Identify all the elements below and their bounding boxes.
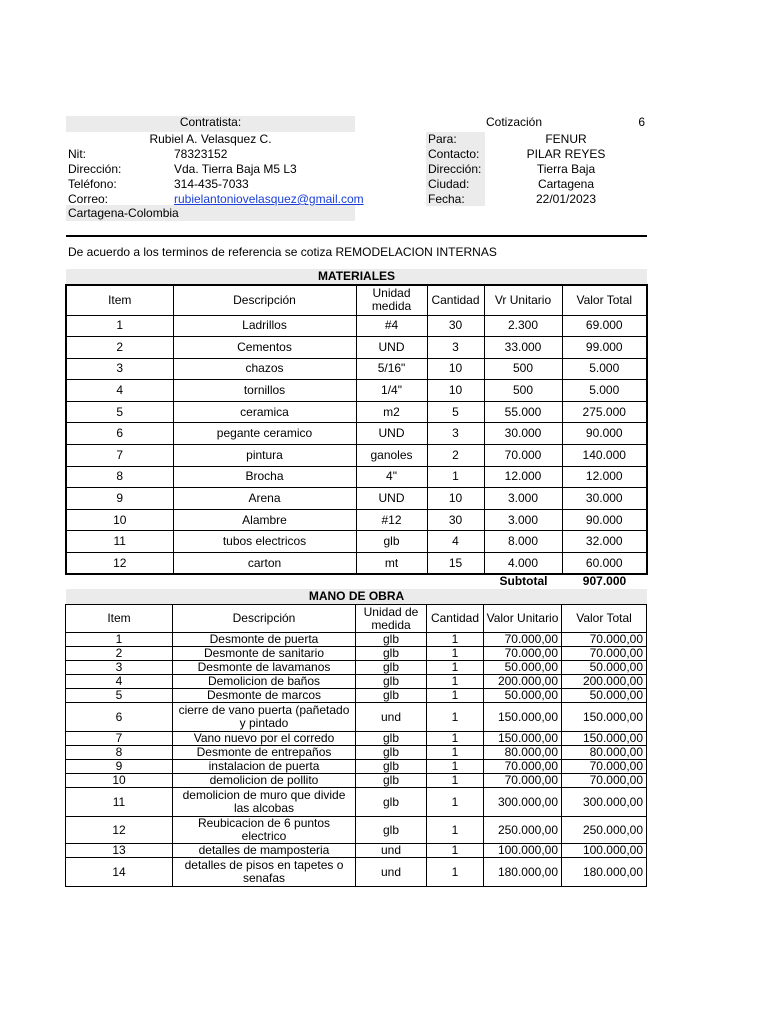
cell-descripcion: Desmonte de puerta — [173, 633, 356, 647]
cell-descripcion: detalles de pisos en tapetes o senafas — [173, 858, 356, 887]
cell-valor-total: 70.000,00 — [562, 633, 647, 647]
para-label: Para: — [428, 132, 457, 146]
contratista-name: Rubiel A. Velasquez C. — [149, 132, 272, 146]
mano-obra-row — [66, 675, 647, 689]
mano-obra-row — [66, 788, 647, 817]
cell-descripcion: Desmonte de marcos — [173, 689, 356, 703]
cell-unidad: #12 — [356, 509, 427, 531]
direccion-value: Vda. Tierra Baja M5 L3 — [174, 162, 297, 176]
cell-valor-total: 300.000,00 — [562, 788, 647, 817]
mano-obra-title: MANO DE OBRA — [66, 589, 647, 604]
cell-cantidad: 1 — [427, 760, 484, 774]
client-direccion-value: Tierra Baja — [536, 162, 596, 176]
cell-cantidad: 30 — [427, 315, 484, 337]
cell-valor-unitario: 30.000 — [484, 423, 562, 445]
materiales-row — [66, 531, 647, 553]
cell-valor-unitario: 80.000,00 — [484, 746, 562, 760]
cell-item: 12 — [66, 817, 173, 844]
cell-descripcion: carton — [173, 553, 356, 575]
divider-line — [66, 235, 647, 237]
cell-item: 8 — [66, 746, 173, 760]
cell-item: 12 — [66, 553, 173, 575]
cell-descripcion: instalacion de puerta — [173, 760, 356, 774]
materiales-row — [66, 315, 647, 337]
cell-valor-unitario: 150.000,00 — [484, 732, 562, 746]
mano-obra-row — [66, 817, 647, 844]
cell-descripcion: Brocha — [173, 466, 356, 488]
materiales-table — [65, 284, 648, 575]
cell-descripcion: Vano nuevo por el corredo — [173, 732, 356, 746]
header-descripcion: Descripción — [173, 285, 356, 315]
cell-valor-unitario: 70.000,00 — [484, 633, 562, 647]
mano-obra-row — [66, 647, 647, 661]
cell-unidad: glb — [356, 817, 427, 844]
header-cantidad: Cantidad — [427, 285, 484, 315]
cell-valor-total: 90.000 — [562, 509, 647, 531]
cell-valor-total: 32.000 — [562, 531, 647, 553]
nit-label: Nit: — [68, 147, 86, 161]
cell-item: 4 — [66, 380, 173, 402]
cell-cantidad: 1 — [427, 774, 484, 788]
cell-valor-total: 275.000 — [562, 401, 647, 423]
materiales-row — [66, 380, 647, 402]
materiales-row — [66, 358, 647, 380]
cell-cantidad: 2 — [427, 445, 484, 467]
header-row — [66, 605, 647, 633]
cell-unidad: glb — [356, 661, 427, 675]
subtotal-value: 907.000 — [582, 574, 627, 588]
cell-valor-total: 180.000,00 — [562, 858, 647, 887]
mano-obra-row — [66, 774, 647, 788]
cell-valor-unitario: 300.000,00 — [484, 788, 562, 817]
cell-item: 9 — [66, 488, 173, 510]
cell-item: 10 — [66, 774, 173, 788]
ciudad-label: Ciudad: — [428, 177, 470, 191]
cell-descripcion: pegante ceramico — [173, 423, 356, 445]
cell-valor-total: 100.000,00 — [562, 844, 647, 858]
mano-obra-row — [66, 689, 647, 703]
header-valor-unitario: Vr Unitario — [484, 285, 562, 315]
cell-valor-total: 80.000,00 — [562, 746, 647, 760]
correo-label: Correo: — [68, 192, 109, 206]
cell-descripcion: Demolicion de baños — [173, 675, 356, 689]
cell-item: 2 — [66, 337, 173, 359]
cell-descripcion: Arena — [173, 488, 356, 510]
cell-valor-unitario: 250.000,00 — [484, 817, 562, 844]
cell-valor-total: 140.000 — [562, 445, 647, 467]
direccion-label: Dirección: — [68, 162, 122, 176]
materiales-row — [66, 423, 647, 445]
mano-obra-row — [66, 760, 647, 774]
cell-unidad: glb — [356, 689, 427, 703]
cell-cantidad: 3 — [427, 423, 484, 445]
telefono-label: Teléfono: — [68, 177, 117, 191]
cell-unidad: #4 — [356, 315, 427, 337]
cell-valor-unitario: 12.000 — [484, 466, 562, 488]
cell-valor-total: 5.000 — [562, 358, 647, 380]
cell-item: 10 — [66, 509, 173, 531]
cell-unidad: glb — [356, 647, 427, 661]
cell-descripcion: tubos electricos — [173, 531, 356, 553]
cell-descripcion: Ladrillos — [173, 315, 356, 337]
cell-cantidad: 1 — [427, 466, 484, 488]
cell-item: 5 — [66, 689, 173, 703]
cell-unidad: 5/16" — [356, 358, 427, 380]
mano-obra-row — [66, 746, 647, 760]
intro-text: De acuerdo a los terminos de referencia se cotiza REMODELACION INTERNAS — [68, 245, 497, 259]
cell-valor-unitario: 180.000,00 — [484, 858, 562, 887]
header-valor-unitario: Valor Unitario — [484, 605, 562, 633]
cell-valor-total: 50.000,00 — [562, 661, 647, 675]
materiales-row — [66, 445, 647, 467]
materiales-title: MATERIALES — [66, 269, 647, 284]
cell-cantidad: 1 — [427, 647, 484, 661]
cell-cantidad: 1 — [427, 675, 484, 689]
cell-valor-unitario: 200.000,00 — [484, 675, 562, 689]
cell-cantidad: 1 — [427, 788, 484, 817]
cell-unidad: glb — [356, 633, 427, 647]
cell-item: 11 — [66, 788, 173, 817]
cotizacion-label: Cotización — [486, 115, 543, 129]
header-unidad: Unidad de medida — [356, 605, 427, 633]
cell-valor-unitario: 500 — [484, 380, 562, 402]
email-link[interactable]: rubielantoniovelasquez@gmail.com — [174, 192, 364, 206]
cell-cantidad: 30 — [427, 509, 484, 531]
cell-valor-total: 99.000 — [562, 337, 647, 359]
cell-cantidad: 1 — [427, 732, 484, 746]
cell-valor-unitario: 8.000 — [484, 531, 562, 553]
ciudad-line: Cartagena-Colombia — [68, 206, 179, 220]
materiales-row — [66, 466, 647, 488]
materiales-row — [66, 509, 647, 531]
cell-valor-unitario: 70.000 — [484, 445, 562, 467]
cell-valor-total: 90.000 — [562, 423, 647, 445]
cell-valor-unitario: 100.000,00 — [484, 844, 562, 858]
mano-obra-row — [66, 732, 647, 746]
cell-valor-unitario: 500 — [484, 358, 562, 380]
mano-obra-row — [66, 844, 647, 858]
cell-descripcion: Cementos — [173, 337, 356, 359]
cell-valor-unitario: 150.000,00 — [484, 703, 562, 732]
cell-item: 6 — [66, 703, 173, 732]
cell-valor-unitario: 4.000 — [484, 553, 562, 575]
cell-descripcion: demolicion de muro que divide las alcobas — [173, 788, 356, 817]
cell-descripcion: tornillos — [173, 380, 356, 402]
cell-cantidad: 4 — [427, 531, 484, 553]
cell-unidad: mt — [356, 553, 427, 575]
cell-descripcion: ceramica — [173, 401, 356, 423]
cell-valor-total: 70.000,00 — [562, 774, 647, 788]
cell-valor-unitario: 50.000,00 — [484, 689, 562, 703]
cell-unidad: UND — [356, 488, 427, 510]
cell-valor-total: 70.000,00 — [562, 760, 647, 774]
cell-valor-unitario: 3.000 — [484, 488, 562, 510]
cell-unidad: glb — [356, 675, 427, 689]
ciudad-value: Cartagena — [537, 177, 595, 191]
client-direccion-label: Dirección: — [428, 162, 482, 176]
cell-cantidad: 10 — [427, 358, 484, 380]
cell-item: 13 — [66, 844, 173, 858]
cell-unidad: glb — [356, 732, 427, 746]
cell-cantidad: 1 — [427, 858, 484, 887]
cell-cantidad: 1 — [427, 844, 484, 858]
cell-unidad: und — [356, 858, 427, 887]
cell-unidad: glb — [356, 746, 427, 760]
cell-valor-total: 50.000,00 — [562, 689, 647, 703]
cell-valor-total: 150.000,00 — [562, 703, 647, 732]
cell-cantidad: 1 — [427, 703, 484, 732]
cell-cantidad: 1 — [427, 817, 484, 844]
header-item: Item — [66, 605, 173, 633]
cell-valor-total: 30.000 — [562, 488, 647, 510]
header-row — [66, 285, 647, 315]
cell-unidad: glb — [356, 774, 427, 788]
cell-unidad: und — [356, 844, 427, 858]
cell-item: 4 — [66, 675, 173, 689]
cell-valor-total: 69.000 — [562, 315, 647, 337]
para-value: FENUR — [545, 132, 587, 146]
cell-cantidad: 3 — [427, 337, 484, 359]
fecha-label: Fecha: — [428, 192, 465, 206]
cell-valor-total: 12.000 — [562, 466, 647, 488]
cell-item: 2 — [66, 647, 173, 661]
cell-descripcion: demolicion de pollito — [173, 774, 356, 788]
cell-valor-unitario: 55.000 — [484, 401, 562, 423]
cell-valor-total: 200.000,00 — [562, 675, 647, 689]
mano-obra-table — [65, 604, 647, 887]
cell-valor-unitario: 50.000,00 — [484, 661, 562, 675]
cell-item: 9 — [66, 760, 173, 774]
cell-valor-total: 150.000,00 — [562, 732, 647, 746]
cell-valor-total: 250.000,00 — [562, 817, 647, 844]
fecha-value: 22/01/2023 — [535, 192, 597, 206]
cell-unidad: UND — [356, 423, 427, 445]
cell-item: 3 — [66, 358, 173, 380]
cell-unidad: 4" — [356, 466, 427, 488]
contratista-label: Contratista: — [179, 115, 242, 129]
header-valor-total: Valor Total — [562, 605, 647, 633]
cell-descripcion: Desmonte de sanitario — [173, 647, 356, 661]
cell-item: 1 — [66, 315, 173, 337]
materiales-row — [66, 401, 647, 423]
cell-unidad: m2 — [356, 401, 427, 423]
contacto-label: Contacto: — [428, 147, 480, 161]
cell-cantidad: 1 — [427, 746, 484, 760]
cell-item: 5 — [66, 401, 173, 423]
cell-cantidad: 10 — [427, 380, 484, 402]
cell-item: 11 — [66, 531, 173, 553]
cell-valor-unitario: 70.000,00 — [484, 774, 562, 788]
cell-descripcion: detalles de mamposteria — [173, 844, 356, 858]
subtotal-label: Subtotal — [499, 574, 548, 588]
cell-unidad: ganoles — [356, 445, 427, 467]
cell-unidad: glb — [356, 760, 427, 774]
mano-obra-row — [66, 661, 647, 675]
cell-valor-unitario: 3.000 — [484, 509, 562, 531]
nit-value: 78323152 — [174, 147, 228, 161]
cotizacion-number: 6 — [638, 115, 645, 129]
cell-cantidad: 1 — [427, 661, 484, 675]
cell-descripcion: Desmonte de entrepaños — [173, 746, 356, 760]
cell-cantidad: 1 — [427, 689, 484, 703]
header-cantidad: Cantidad — [427, 605, 484, 633]
header-unidad: Unidad medida — [356, 285, 427, 315]
cell-descripcion: Alambre — [173, 509, 356, 531]
header-item: Item — [66, 285, 173, 315]
cell-cantidad: 1 — [427, 633, 484, 647]
cell-item: 7 — [66, 732, 173, 746]
cell-descripcion: Desmonte de lavamanos — [173, 661, 356, 675]
contacto-value: PILAR REYES — [526, 147, 606, 161]
cell-cantidad: 10 — [427, 488, 484, 510]
cell-item: 8 — [66, 466, 173, 488]
cell-unidad: UND — [356, 337, 427, 359]
cell-item: 14 — [66, 858, 173, 887]
cell-valor-unitario: 2.300 — [484, 315, 562, 337]
cell-item: 1 — [66, 633, 173, 647]
materiales-row — [66, 553, 647, 575]
cell-descripcion: chazos — [173, 358, 356, 380]
header-descripcion: Descripción — [173, 605, 356, 633]
cell-valor-unitario: 33.000 — [484, 337, 562, 359]
cell-descripcion: Reubicacion de 6 puntos electrico — [173, 817, 356, 844]
cell-item: 6 — [66, 423, 173, 445]
cell-cantidad: 5 — [427, 401, 484, 423]
cell-item: 7 — [66, 445, 173, 467]
cell-valor-unitario: 70.000,00 — [484, 647, 562, 661]
cell-valor-total: 70.000,00 — [562, 647, 647, 661]
header-valor-total: Valor Total — [562, 285, 647, 315]
cell-unidad: und — [356, 703, 427, 732]
mano-obra-row — [66, 703, 647, 732]
cell-descripcion: cierre de vano puerta (pañetado y pintado — [173, 703, 356, 732]
materiales-row — [66, 488, 647, 510]
mano-obra-row — [66, 633, 647, 647]
cell-valor-total: 5.000 — [562, 380, 647, 402]
cell-unidad: glb — [356, 531, 427, 553]
mano-obra-row — [66, 858, 647, 887]
cell-valor-total: 60.000 — [562, 553, 647, 575]
cell-unidad: glb — [356, 788, 427, 817]
cell-cantidad: 15 — [427, 553, 484, 575]
cell-valor-unitario: 70.000,00 — [484, 760, 562, 774]
cell-descripcion: pintura — [173, 445, 356, 467]
cell-item: 3 — [66, 661, 173, 675]
cell-unidad: 1/4" — [356, 380, 427, 402]
telefono-value: 314-435-7033 — [174, 177, 249, 191]
materiales-row — [66, 337, 647, 359]
